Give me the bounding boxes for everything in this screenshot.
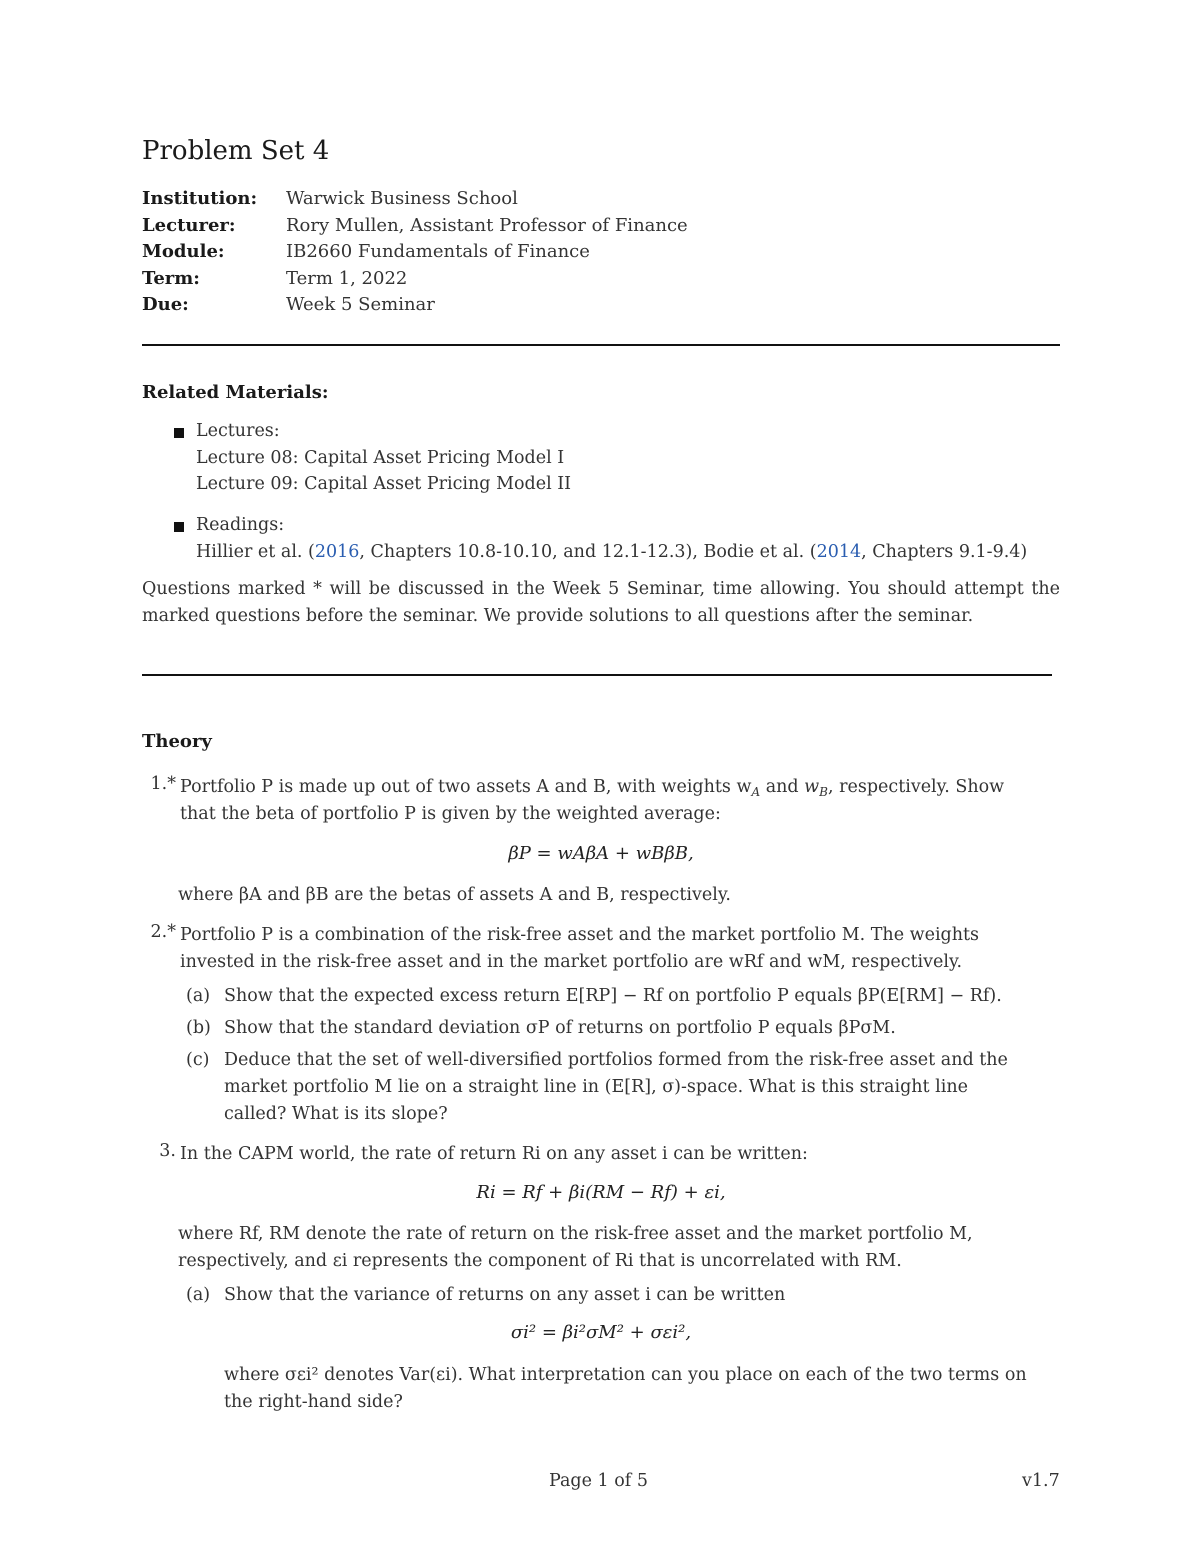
page-title: Problem Set 4 bbox=[142, 136, 330, 166]
version-label: v1.7 bbox=[1022, 1471, 1060, 1491]
readings-entry bbox=[196, 539, 1027, 566]
citation-link-hillier[interactable]: 2016 bbox=[314, 541, 360, 562]
subquestion-label: (c) bbox=[186, 1050, 210, 1070]
info-label: Term: bbox=[142, 267, 200, 289]
q1-text-tail: respectively. Show bbox=[839, 777, 1005, 797]
readings-text: Hillier et al. ( bbox=[196, 541, 315, 562]
info-row-term bbox=[142, 266, 688, 293]
q3a-equation: σi² = βi²σM² + σεi², bbox=[510, 1322, 692, 1343]
info-label: Module: bbox=[142, 241, 225, 262]
q2c-text: market portfolio M lie on a straight line in (E[R], σ)-space. What is this straight line bbox=[224, 1077, 968, 1097]
readings-text: , Chapters 10.8-10.10, and 12.1-12.3), Bodie et al. ( bbox=[359, 541, 817, 562]
info-label: Lecturer: bbox=[142, 214, 236, 236]
theory-heading: Theory bbox=[142, 731, 212, 752]
bullet-icon bbox=[174, 428, 184, 438]
info-row-module bbox=[142, 239, 688, 266]
info-label: Institution: bbox=[142, 188, 258, 209]
question-3-line: In the CAPM world, the rate of return Ri on any asset i can be written: bbox=[180, 1144, 808, 1164]
q2c-text: Deduce that the set of well-diversified portfolios formed from the risk-free asset and the bbox=[224, 1050, 1008, 1070]
subquestion-label: (b) bbox=[186, 1018, 211, 1038]
info-block bbox=[142, 186, 688, 319]
lecture-entry: Lecture 09: Capital Asset Pricing Model II bbox=[196, 474, 572, 494]
lectures-item bbox=[196, 418, 571, 498]
subquestion-label: (a) bbox=[186, 986, 211, 1006]
readings-text: , Chapters 9.1-9.4) bbox=[861, 541, 1028, 562]
q2b-text: Show that the standard deviation σP of returns on portfolio P equals βPσM. bbox=[224, 1018, 896, 1038]
seminar-note: Questions marked * will be discussed in the Week 5 Seminar, time allowing. You should attempt the marked questions before the seminar. We provide solutions to all questions after the seminar. bbox=[142, 579, 1060, 626]
info-value: IB2660 Fundamentals of Finance bbox=[286, 241, 590, 262]
info-row-lecturer bbox=[142, 213, 688, 240]
page-number: Page 1 of 5 bbox=[549, 1471, 648, 1491]
q3a-text: the right-hand side? bbox=[224, 1392, 403, 1412]
info-value: Term 1, 2022 bbox=[286, 267, 408, 289]
question-number: 3. bbox=[159, 1141, 176, 1161]
q3-equation: Ri = Rf + βi(RM − Rf) + εi, bbox=[476, 1182, 726, 1203]
q1-text: Portfolio P is made up out of two assets A and B, with weights w bbox=[180, 777, 752, 797]
q1-sub-a: A bbox=[751, 785, 761, 799]
lectures-label: Lectures: bbox=[196, 421, 280, 441]
readings-label: Readings: bbox=[196, 515, 285, 535]
question-2-line: invested in the risk-free asset and in the market portfolio are wRf and wM, respectively. bbox=[180, 952, 963, 972]
readings-item bbox=[196, 512, 1027, 565]
question-2-line: Portfolio P is a combination of the risk-free asset and the market portfolio M. The weights bbox=[180, 925, 980, 945]
q1-var-w: w bbox=[804, 777, 820, 797]
q3a-text: where σεi² denotes Var(εi). What interpretation can you place on each of the two terms on bbox=[224, 1365, 1027, 1385]
related-materials-heading: Related Materials: bbox=[142, 382, 329, 403]
info-row-due bbox=[142, 292, 688, 319]
citation-link-bodie[interactable]: 2014 bbox=[816, 541, 862, 562]
info-label: Due: bbox=[142, 294, 189, 315]
question-3-line: respectively, and εi represents the component of Ri that is uncorrelated with RM. bbox=[178, 1251, 902, 1271]
info-value: Week 5 Seminar bbox=[286, 294, 435, 315]
question-1-line: that the beta of portfolio P is given by the weighted average: bbox=[180, 804, 721, 824]
info-value: Warwick Business School bbox=[286, 188, 518, 209]
bullet-icon bbox=[174, 522, 184, 532]
divider-bottom bbox=[142, 674, 1052, 676]
question-number: 1.* bbox=[150, 774, 176, 794]
subquestion-label: (a) bbox=[186, 1285, 211, 1305]
divider-top bbox=[142, 344, 1060, 346]
info-row-institution bbox=[142, 186, 688, 213]
q1-sub-b: B bbox=[819, 785, 828, 799]
lecture-entry: Lecture 08: Capital Asset Pricing Model I bbox=[196, 447, 565, 468]
question-1-line: where βA and βB are the betas of assets A and B, respectively. bbox=[178, 885, 731, 905]
question-1-line: Portfolio P is made up out of two assets A and B, with weights $w_A$ and $w_B$, respectively. Show bbox=[180, 777, 1005, 799]
question-3-line: where Rf, RM denote the rate of return on the risk-free asset and the market portfolio M, bbox=[178, 1224, 973, 1244]
question-number: 2.* bbox=[150, 922, 176, 942]
q2c-text: called? What is its slope? bbox=[224, 1104, 448, 1124]
q1-equation: βP = wAβA + wBβB, bbox=[508, 843, 694, 864]
q3a-text: Show that the variance of returns on any asset i can be written bbox=[224, 1285, 786, 1305]
q2a-text: Show that the expected excess return E[RP] − Rf on portfolio P equals βP(E[RM] − Rf). bbox=[224, 986, 1002, 1006]
info-value: Rory Mullen, Assistant Professor of Finance bbox=[286, 214, 688, 236]
